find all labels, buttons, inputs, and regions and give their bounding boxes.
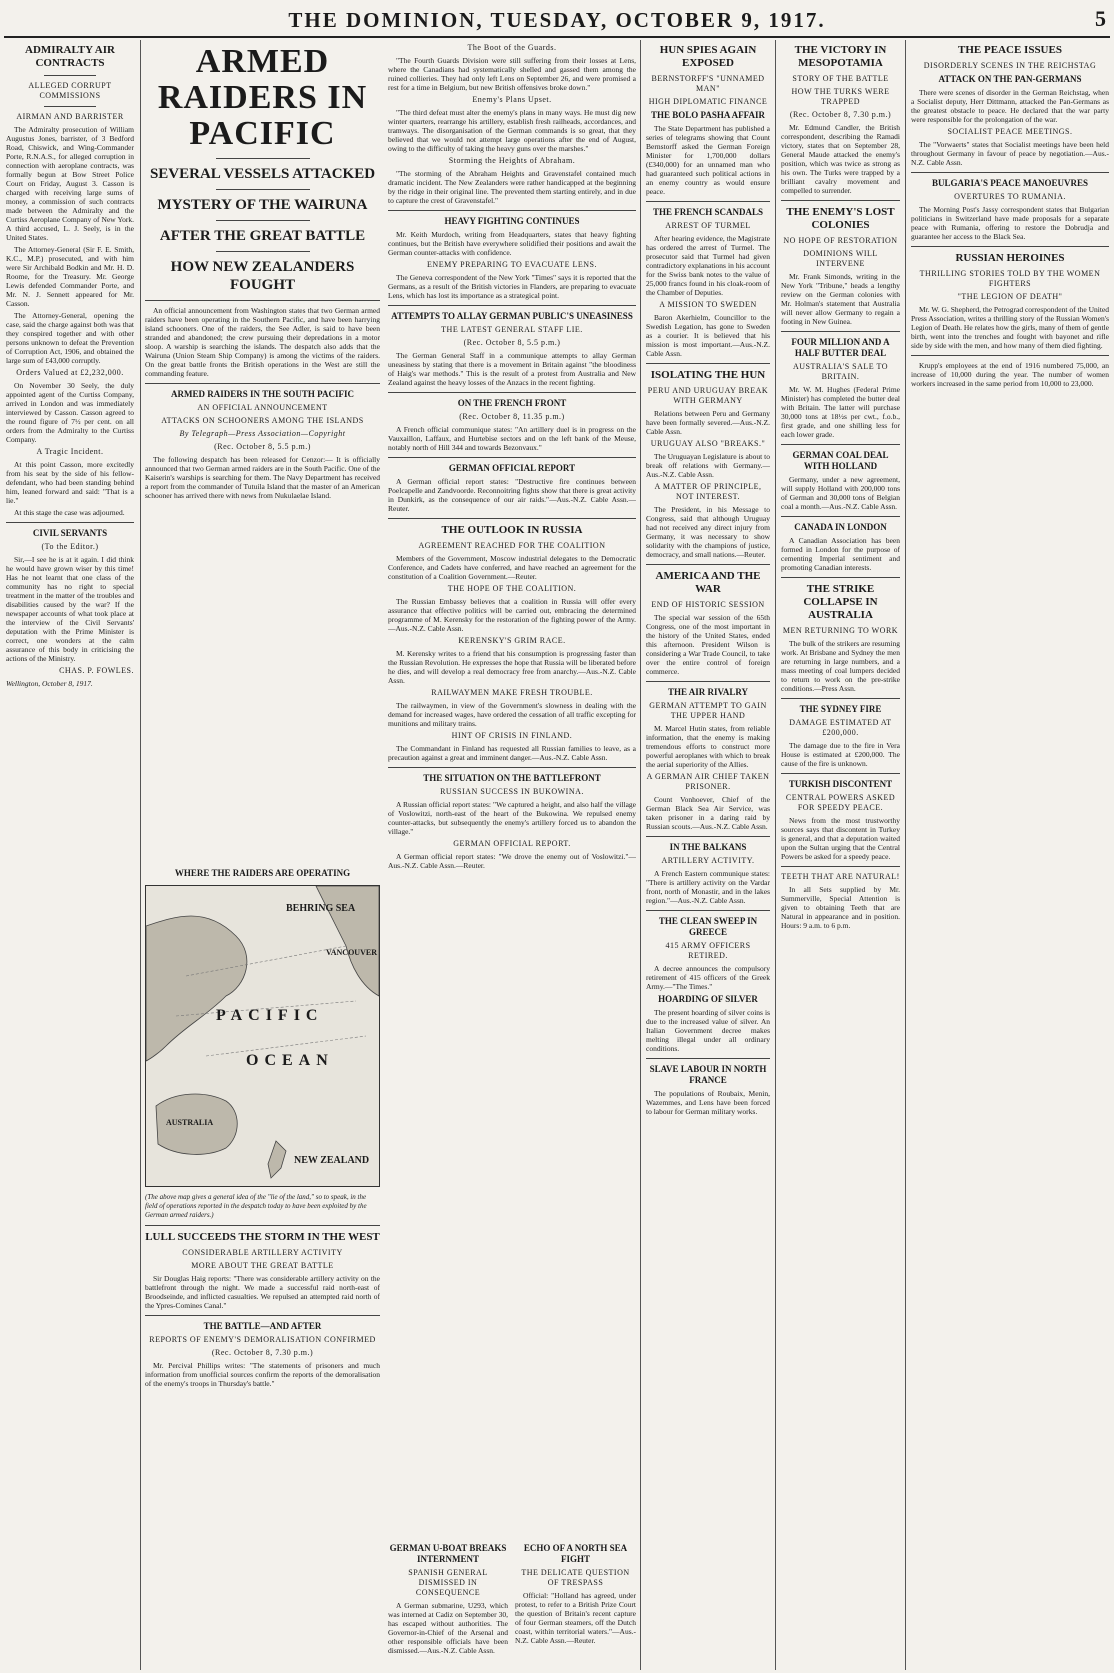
dateline: (Rec. October 8, 5.5 p.m.) bbox=[463, 338, 561, 347]
subheading: GERMAN OFFICIAL REPORT. bbox=[453, 839, 571, 848]
deck: GERMAN ATTEMPT TO GAIN THE UPPER HAND bbox=[649, 701, 767, 720]
headline-battlefront: THE SITUATION ON THE BATTLEFRONT bbox=[423, 773, 601, 783]
label-ocean: OCEAN bbox=[246, 1052, 334, 1069]
headline-turkish: TURKISH DISCONTENT bbox=[788, 779, 893, 789]
deck: "THE LEGION OF DEATH" bbox=[957, 292, 1063, 301]
map-drawing bbox=[146, 886, 379, 1184]
divider bbox=[781, 773, 900, 774]
article-paragraph: A German official report states: "Destructive fire continues between Poelcapelle and Zandvoorde. Reconnoitring fights show that there is great activity in Dunkirk, as the consequence of our air raids."—Aus.-N.Z. Cable Assn.—Reuter. bbox=[388, 477, 636, 513]
article-paragraph: Mr. Edmund Candler, the British correspondent, describing the Ramadi victory, states that on September 28, General Maude attacked the enemy's position, which was twice as strong as his own. The Turks were trapped by a brilliant cavalry movement and compelled to surrender. bbox=[781, 123, 900, 195]
article-paragraph: An official announcement from Washington states that two German armed raiders have been operating in the Southern Pacific, and have been harrying island schooners. One of the raiders, the See Adler, is said to have been stranded and abandoned; the crew pursuing their depredations in a motor sloop. A warship is searching the islands. The despatch also adds that the Wairuna (Union Steam Ship Company) is among the victims of the raiders. On the great battle fronts the British operations in the West are still the commanding feature. bbox=[145, 306, 380, 378]
divider bbox=[646, 201, 770, 202]
article-paragraph: A French Eastern communique states: "There is artillery activity on the Vardar front, north of Monastir, and in the lakes region."—Aus.-N.Z. Cable Assn. bbox=[646, 869, 770, 905]
headline-lull: LULL SUCCEEDS THE STORM IN THE WEST bbox=[145, 1231, 380, 1243]
column-4 bbox=[781, 40, 900, 1670]
headline-battle-after: THE BATTLE—AND AFTER bbox=[203, 1321, 322, 1331]
article-paragraph: The German General Staff in a communique attempts to allay German uneasiness by stating that there is a movement in Britain against "the bloodiness of Haig's war methods." This is the result of a protest from Australia and New Zealand against the heavy losses of the Anzacs in the recent fighting. bbox=[388, 351, 636, 387]
headline-peace-issues: THE PEACE ISSUES bbox=[958, 44, 1062, 56]
article-paragraph: "The storming of the Abraham Heights and Gravenstafel contained much dramatic incident. The New Zealanders were rather handicapped at the beginning by the ridge in their original line. The prevented them starting entirely, and in due to capture the crest of Gravenstafel." bbox=[388, 169, 636, 205]
article-paragraph: The special war session of the 65th Congress, one of the most important in the history of the United States, ended this afternoon. President Wilson is considering a War Trade Council, to take over the entire control of foreign commerce. bbox=[646, 613, 770, 676]
subheading: KERENSKY'S GRIM RACE. bbox=[458, 636, 566, 645]
headline-hun-spies: HUN SPIES AGAIN EXPOSED bbox=[659, 44, 757, 69]
divider bbox=[388, 392, 636, 393]
label-behring: BEHRING SEA bbox=[286, 903, 356, 914]
divider bbox=[145, 300, 380, 301]
divider bbox=[911, 172, 1109, 173]
pacific-map bbox=[145, 885, 380, 1187]
divider bbox=[781, 577, 900, 578]
article-paragraph: There were scenes of disorder in the German Reichstag, when a Socialist deputy, Herr Dittmann, attacked the Pan-Germans as the greatest obstacle to peace. He declared that the war party were responsible for the prolongation of the war. bbox=[911, 88, 1109, 124]
headline-french-scandals: THE FRENCH SCANDALS bbox=[652, 207, 764, 217]
deck: 415 ARMY OFFICERS RETIRED. bbox=[665, 941, 751, 960]
letter-signature: CHAS. P. FOWLES. bbox=[59, 666, 134, 675]
deck: OVERTURES TO RUMANIA. bbox=[954, 192, 1066, 201]
column-3 bbox=[646, 40, 770, 1670]
deck: AIRMAN AND BARRISTER bbox=[16, 112, 124, 121]
article-paragraph: The "Vorwaerts" states that Socialist meetings have been held throughout Germany in favour of peace by negotiation.—Aus.-N.Z. Cable Assn. bbox=[911, 140, 1109, 167]
article-paragraph: News from the most trustworthy sources says that discontent in Turkey is general, and that a deputation waited upon the Sultan urging that the Central Powers be asked for a speedy peace. bbox=[781, 816, 900, 861]
deck: RUSSIAN SUCCESS IN BUKOWINA. bbox=[440, 787, 584, 796]
article-paragraph: Krupp's employees at the end of 1916 numbered 75,000, an increase of 10,000 during the year. The number of women workers increased in the same period from 10,000 to 23,000. bbox=[911, 361, 1109, 388]
page-number: 5 bbox=[1095, 6, 1106, 31]
divider bbox=[781, 866, 900, 867]
article-paragraph: Official: "Holland has agreed, under protest, to refer to a British Prize Court the question of Britain's recent capture of four German steamers, off the Dutch coast, within territorial waters."—Aus.-N.Z. Cable Assn.—Reuter. bbox=[515, 1591, 636, 1645]
new-zealand-landmass bbox=[268, 1141, 286, 1178]
subheading: RAILWAYMEN MAKE FRESH TROUBLE. bbox=[431, 688, 593, 697]
headline-butter: FOUR MILLION AND A HALF BUTTER DEAL bbox=[791, 337, 890, 358]
headline-slave-labour: SLAVE LABOUR IN NORTH FRANCE bbox=[649, 1064, 767, 1085]
subheading: URUGUAY ALSO "BREAKS." bbox=[650, 439, 766, 448]
headline-greece: THE CLEAN SWEEP IN GREECE bbox=[658, 916, 758, 937]
article-paragraph: The Uruguayan Legislature is about to break off relations with Germany.—Aus.-N.Z. Cable Assn. bbox=[646, 452, 770, 479]
article-paragraph: M. Marcel Hutin states, from reliable information, that the enemy is making tremendous efforts to construct more powerful aeroplanes with which to break the aerial superiority of the Allies. bbox=[646, 724, 770, 769]
subheading: (To the Editor.) bbox=[41, 542, 99, 551]
divider bbox=[388, 518, 636, 519]
deck: SEVERAL VESSELS ATTACKED bbox=[149, 166, 376, 182]
article-paragraph: A Canadian Association has been formed in London for the purpose of cementing Imperial sentiment and promoting Canadian interests. bbox=[781, 536, 900, 572]
headline-map: WHERE THE RAIDERS ARE OPERATING bbox=[174, 868, 351, 878]
deck: ALLEGED CORRUPT COMMISSIONS bbox=[28, 81, 112, 100]
article-paragraph: The Admiralty prosecution of William Augustus Jones, barrister, of 3 Bedford Road, Chiswick, and Wing-Commander Porte, R.N.A.S., for alleged corruption in connection with aeroplane contracts, was formally begun at Bow Street Police Court on Friday, August 3. Casson is charged with receiving large sums of money, a commission of such contracts made between the Admiralty and the Curtiss Aeroplane Company of New York. A third accused, L. J. Seely, is in the United States. bbox=[6, 125, 134, 242]
article-paragraph: M. Kerensky writes to a friend that his consumption is progressing faster than the Russian Revolution. He expresses the hope that Russia will be liberated before he dies, and will develop a real democracy free from anarchy.—Aus.-N.Z. Cable Assn. bbox=[388, 649, 636, 685]
article-paragraph: "The third defeat must alter the enemy's plans in many ways. He must dig new winter quarters, rearrange his artillery, establish fresh railheads, accordances, and tramways. The disorganisation of the German commands is so great, that they believed that we would not attempt large operations after the end of August, owing to the difficulty of taking the heavy guns over the marshes." bbox=[388, 108, 636, 153]
deck: REPORTS OF ENEMY'S DEMORALISATION CONFIRMED bbox=[149, 1335, 376, 1344]
divider bbox=[216, 251, 310, 252]
article-paragraph: The Russian Embassy believes that a coalition in Russia will offer every assurance that effective politics will be carried out, embracing the determined programme of M. Kerensky for the restoration of the fighting power of the Army.—Aus.-N.Z. Cable Assn. bbox=[388, 597, 636, 633]
deck: NO HOPE OF RESTORATION bbox=[783, 236, 898, 245]
deck: ARREST OF TURMEL bbox=[665, 221, 751, 230]
article-paragraph: Mr. Percival Phillips writes: "The statements of prisoners and much information from unofficial sources confirm the reports of the demoralisation of the enemy's troops in Thursday's battle." bbox=[145, 1361, 380, 1388]
divider bbox=[911, 355, 1109, 356]
divider bbox=[216, 189, 310, 190]
deck: MORE ABOUT THE GREAT BATTLE bbox=[191, 1261, 334, 1270]
divider bbox=[646, 681, 770, 682]
subheading: Enemy's Plans Upset. bbox=[472, 95, 552, 104]
divider bbox=[781, 331, 900, 332]
subheading: ENEMY PREPARING TO EVACUATE LENS. bbox=[427, 260, 597, 269]
headline-armed-raiders: ARMED RAIDERS IN PACIFIC bbox=[157, 43, 368, 152]
dateline: (Rec. October 8, 7.30 p.m.) bbox=[211, 1348, 314, 1357]
headline-civil-servants: CIVIL SERVANTS bbox=[32, 528, 108, 538]
deck: DISORDERLY SCENES IN THE REICHSTAG bbox=[923, 61, 1097, 70]
article-paragraph: The following despatch has been released for Cenzor:— It is officially announced that two German armed raiders are in the South Pacific. One of the Kaiserin's warships is searching for them. The Navy Department has received a report from the commander of Tutuila Island that the master of an American schooner has arrived there with news from Nukulaelae Island. bbox=[145, 455, 380, 500]
advert-heading: TEETH THAT ARE NATURAL! bbox=[781, 872, 900, 881]
headline-strike: THE STRIKE COLLAPSE IN AUSTRALIA bbox=[803, 583, 878, 621]
headline-america: AMERICA AND THE WAR bbox=[655, 570, 761, 595]
subheading: A MATTER OF PRINCIPLE, NOT INTEREST. bbox=[654, 482, 762, 501]
deck: AUSTRALIA'S SALE TO BRITAIN. bbox=[792, 362, 889, 381]
divider bbox=[216, 158, 310, 159]
deck: MYSTERY OF THE WAIRUNA bbox=[157, 197, 368, 213]
divider bbox=[145, 1225, 380, 1226]
divider bbox=[911, 246, 1109, 247]
headline-balkans: IN THE BALKANS bbox=[669, 842, 747, 852]
map-caption: (The above map gives a general idea of the "lie of the land," so to speak, in the field of operations reported in the despatch today to have been exploited by the German armed raiders.) bbox=[145, 1193, 367, 1219]
headline-lost-colonies: THE ENEMY'S LOST COLONIES bbox=[786, 206, 895, 231]
article-paragraph: The Geneva correspondent of the New York "Times" says it is reported that the Germans, as a result of the British victories in Flanders, are preparing to evacuate Lens, which has lost its importance as a strategical point. bbox=[388, 273, 636, 300]
article-paragraph: Mr. W. M. Hughes (Federal Prime Minister) has completed the butter deal with Britain. The latter will purchase 30,000 tons at 18½s per cwt., f.o.b., first grade, and one shilling less for each lower grade. bbox=[781, 385, 900, 439]
advert-text: In all Sets supplied by Mr. Summerville, Special Attention is given to obtaining Teeth that are Natural in appearance and in position. Hours: 9 a.m. to 6 p.m. bbox=[781, 885, 900, 930]
article-paragraph: The damage due to the fire in Vera House is estimated at £200,000. The cause of the fire is unknown. bbox=[781, 741, 900, 768]
letter-paragraph: Sir,—I see he is at it again. I did think he would have grown wiser by this time! Has he not learnt that one class of the community has no right to special treatment in the matter of the troubles and disabilities caused by the war? If the newspaper accounts of what took place at the interview of the Civil Servants' deputation with the Prime Minister is correct, one wonders at the calm assurance of this body in criticising the actions of the Ministry. bbox=[6, 555, 134, 663]
article-paragraph: Relations between Peru and Germany have been formally severed.—Aus.-N.Z. Cable Assn. bbox=[646, 409, 770, 436]
headline-sydney-fire: THE SYDNEY FIRE bbox=[799, 704, 882, 714]
divider bbox=[781, 200, 900, 201]
deck: STORY OF THE BATTLE bbox=[792, 74, 889, 83]
article-paragraph: The bulk of the strikers are resuming work. At Brisbane and Sydney the men are returning in large numbers, and a mass meeting of coal lumpers decided to return to work on the pre-strike conditions.—Press Assn. bbox=[781, 639, 900, 693]
article-paragraph: The Attorney-General, opening the case, said the charge against both was that they conspired together and with other persons unknown to defeat the Prevention of Corruption Act, 1906, and obtained the large sum of £43,000 corruptly. bbox=[6, 311, 134, 365]
headline-canada: CANADA IN LONDON bbox=[794, 522, 887, 532]
asia-landmass bbox=[146, 916, 247, 1061]
article-paragraph: A German submarine, U293, which was interned at Cadiz on September 30, has escaped without authorities. The Governor-in-Chief of the Arsenal and other responsible officials have been dismissed.—Aus.-N.Z. Cable Assn. bbox=[388, 1601, 508, 1655]
article-paragraph: The State Department has published a series of telegrams showing that Count Bernstorff asked the German Foreign Minister for 1,700,000 dollars (£340,000) for an unnamed man who had guaranteed such political actions in an enemy country as would ensure peace. bbox=[646, 124, 770, 196]
label-pacific: PACIFIC bbox=[216, 1007, 324, 1024]
headline-outlook-russia: THE OUTLOOK IN RUSSIA bbox=[441, 524, 583, 536]
subheading: THE LATEST GENERAL STAFF LIE. bbox=[441, 325, 583, 334]
map-section bbox=[145, 865, 380, 1670]
article-paragraph: The railwaymen, in view of the Government's slowness in dealing with the demand for increased wages, have ordered the cessation of all traffic excepting for munitions and military trains. bbox=[388, 701, 636, 728]
article-paragraph: A decree announces the compulsory retirement of 415 officers of the Greek Army.—"The Times." bbox=[646, 964, 770, 991]
article-paragraph: Mr. Frank Simonds, writing in the New York "Tribune," heads a lengthy review on the German colonies with Mr. Holman's statement that Australia will never allow Germany to regain a footing in New Guinea. bbox=[781, 272, 900, 326]
deck: HOW THE TURKS WERE TRAPPED bbox=[791, 87, 890, 106]
divider bbox=[646, 836, 770, 837]
article-paragraph: On November 30 Seely, the duly appointed agent of the Curtiss Company, arrived in London and was immediately interviewed by Casson. Casson agreed to the round figure of 7½ per cent. on all orders from the Admiralty to the Curtiss Company. bbox=[6, 381, 134, 444]
deck: ATTACK ON THE PAN-GERMANS bbox=[938, 74, 1082, 84]
headline-heavy-fighting: HEAVY FIGHTING CONTINUES bbox=[444, 216, 580, 226]
divider bbox=[145, 383, 380, 384]
label-new-zealand: NEW ZEALAND bbox=[294, 1155, 370, 1166]
headline-uboat: GERMAN U-BOAT BREAKS INTERNMENT bbox=[389, 1543, 507, 1564]
article-paragraph: Mr. Keith Murdoch, writing from Headquarters, states that heavy fighting continues, but the British have everywhere solidified their positions and await the German counter-attacks with confidence. bbox=[388, 230, 636, 257]
deck: ATTACKS ON SCHOONERS AMONG THE ISLANDS bbox=[161, 416, 364, 425]
deck: THRILLING STORIES TOLD BY THE WOMEN FIGHTERS bbox=[919, 269, 1101, 288]
subheading: SOCIALIST PEACE MEETINGS. bbox=[947, 127, 1073, 136]
divider bbox=[646, 910, 770, 911]
article-paragraph: "The Fourth Guards Division were still suffering from their losses at Lens, where the Canadians had systematically shelled and gassed them among the ruined collieries. They had only left Lens on September 26, and were promised a rest for a time in Belgium, but new British offensives broke down." bbox=[388, 56, 636, 92]
divider bbox=[6, 522, 134, 523]
divider bbox=[388, 305, 636, 306]
deck: DAMAGE ESTIMATED AT £200,000. bbox=[789, 718, 892, 737]
headline-allay: ATTEMPTS TO ALLAY GERMAN PUBLIC'S UNEASINESS bbox=[391, 311, 633, 321]
divider bbox=[388, 767, 636, 768]
divider bbox=[781, 698, 900, 699]
deck: CENTRAL POWERS ASKED FOR SPEEDY PEACE. bbox=[785, 793, 896, 812]
deck: END OF HISTORIC SESSION bbox=[651, 600, 765, 609]
subheading: HINT OF CRISIS IN FINLAND. bbox=[451, 731, 573, 740]
article-paragraph: At this stage the case was adjourned. bbox=[14, 508, 125, 517]
article-paragraph: The President, in his Message to Congress, said that although Uruguay had not received any direct injury from Germany, it was necessary to show solidarity with the champions of justice, democracy, and small nations.—Reuter. bbox=[646, 505, 770, 559]
deck: HIGH DIPLOMATIC FINANCE bbox=[648, 97, 768, 106]
headline-armed-south-pacific: ARMED RAIDERS IN THE SOUTH PACIFIC bbox=[171, 389, 354, 399]
subheading: Storming the Heights of Abraham. bbox=[448, 156, 576, 165]
article-paragraph: A Russian official report states: "We captured a height, and also half the village of Voslowitzi, north-east of the heart of the Bukowina. We repulsed enemy counter-attacks, but subsequently the enemy's artillery forced us to abandon the village." bbox=[388, 800, 636, 836]
deck: THE DELICATE QUESTION OF TRESPASS bbox=[521, 1568, 630, 1587]
letter-place: Wellington, October 8, 1917. bbox=[6, 679, 93, 688]
deck: THE BOLO PASHA AFFAIR bbox=[651, 110, 765, 120]
subheading: A GERMAN AIR CHIEF TAKEN PRISONER. bbox=[646, 772, 770, 791]
article-paragraph: The Commandant in Finland has requested all Russian families to leave, as a precaution against a great and imminent danger.—Aus.-N.Z. Cable Assn. bbox=[388, 744, 636, 762]
headline-admiralty: ADMIRALTY AIR CONTRACTS bbox=[25, 44, 115, 69]
deck: BERNSTORFF'S "UNNAMED MAN" bbox=[651, 74, 765, 93]
column-1 bbox=[6, 40, 134, 1670]
dateline: (Rec. October 8, 7.30 p.m.) bbox=[789, 110, 892, 119]
deck: AN OFFICIAL ANNOUNCEMENT bbox=[197, 403, 328, 412]
masthead bbox=[0, 0, 1114, 34]
deck: PERU AND URUGUAY BREAK WITH GERMANY bbox=[647, 386, 769, 405]
article-paragraph: At this point Casson, more excitedly from his seat by the side of his fellow-defendant, who had been standing behind him, leaned forward and said: "That is a lie." bbox=[6, 460, 134, 505]
deck: AFTER THE GREAT BATTLE bbox=[159, 228, 366, 244]
divider bbox=[646, 564, 770, 565]
headline-coal: GERMAN COAL DEAL WITH HOLLAND bbox=[792, 450, 889, 471]
divider bbox=[216, 220, 310, 221]
article-paragraph: The present hoarding of silver coins is due to the increased value of silver. An Italian Government decree makes melting illegal under all ordinary conditions. bbox=[646, 1008, 770, 1053]
subheading: A MISSION TO SWEDEN bbox=[659, 300, 757, 309]
column-rule bbox=[905, 40, 906, 1670]
column-rule bbox=[775, 40, 776, 1670]
label-australia: AUSTRALIA bbox=[166, 1118, 214, 1127]
headline-echo: ECHO OF A NORTH SEA FIGHT bbox=[523, 1543, 628, 1564]
headline-russian-heroines: RUSSIAN HEROINES bbox=[955, 252, 1065, 264]
divider bbox=[388, 457, 636, 458]
article-paragraph: Baron Akerhielm, Councillor to the Swedish Legation, has gone to Sweden as a courier. It is believed that his mission is most important.—Aus.-N.Z. Cable Assn. bbox=[646, 313, 770, 358]
article-paragraph: The Attorney-General (Sir F. E. Smith, K.C., M.P.) prosecuted, and with him were Sir Archibald Bodkin and Mr. H. D. Roome, for the Treasury. Mr. George Lewis defended Commander Porte, and Mr. N. J. Sennett appeared for Mr. Casson. bbox=[6, 245, 134, 308]
headline-silver: HOARDING OF SILVER bbox=[658, 994, 758, 1004]
article-paragraph: Sir Douglas Haig reports: "There was considerable artillery activity on the battlefront through the night. We made a successful raid north-east of Broodseinde, and inflicted casualties. We repulsed an attempted raid north of the Ypres-Comines Canal." bbox=[145, 1274, 380, 1310]
divider bbox=[145, 1315, 380, 1316]
echo-box bbox=[515, 1540, 636, 1670]
headline-french-front: ON THE FRENCH FRONT bbox=[457, 398, 567, 408]
uboat-box bbox=[388, 1540, 508, 1670]
article-paragraph: A German official report states: "We drove the enemy out of Voslowitzi."—Aus.-N.Z. Cable Assn.—Reuter. bbox=[388, 852, 636, 870]
dateline: (Rec. October 8, 5.5 p.m.) bbox=[214, 442, 311, 451]
deck: AGREEMENT REACHED FOR THE COALITION bbox=[418, 541, 606, 550]
masthead-rule bbox=[4, 36, 1110, 38]
article-paragraph: The Morning Post's Jassy correspondent states that Bulgarian politicians in Switzerland have made proposals for a separate peace with Rumania, offering to restore the Dobrudja and guarantee her access to the Black Sea. bbox=[911, 205, 1109, 241]
headline-mesopotamia: THE VICTORY IN MESOPOTAMIA bbox=[794, 44, 887, 69]
divider bbox=[646, 1058, 770, 1059]
masthead-title: THE DOMINION, TUESDAY, OCTOBER 9, 1917. bbox=[288, 8, 826, 32]
divider bbox=[781, 516, 900, 517]
dateline: (Rec. October 8, 11.35 p.m.) bbox=[459, 412, 565, 421]
article-paragraph: After hearing evidence, the Magistrate has ordered the arrest of Turmel. The prosecutor said that Turmel had given contradictory explanations in his account for the Swiss bank notes to the value of 25,000 francs found in his cloak-room of the Chamber of Deputies. bbox=[646, 234, 770, 297]
article-paragraph: Count Vonhoever, Chief of the German Black Sea Air Service, was taken prisoner in a daring raid by Russian scouts.—Aus.-N.Z. Cable Assn. bbox=[646, 795, 770, 831]
headline-german-official: GERMAN OFFICIAL REPORT bbox=[448, 463, 576, 473]
byline: By Telegraph—Press Association—Copyright bbox=[179, 429, 346, 438]
subheading: Orders Valued at £2,232,000. bbox=[16, 368, 124, 377]
subheading: THE HOPE OF THE COALITION. bbox=[447, 584, 577, 593]
label-vancouver: VANCOUVER bbox=[326, 948, 377, 957]
article-paragraph: The populations of Roubaix, Menin, Wazemmes, and Lens have been forced to labour for German military works. bbox=[646, 1089, 770, 1116]
deck: CONSIDERABLE ARTILLERY ACTIVITY bbox=[182, 1248, 343, 1257]
divider bbox=[44, 75, 95, 76]
column-2-right bbox=[388, 40, 636, 1670]
article-paragraph: Germany, under a new agreement, will supply Holland with 200,000 tons of German and 30,000 tons of Belgian coal a month.—Aus.-N.Z. Cable Assn. bbox=[781, 475, 900, 511]
divider bbox=[781, 444, 900, 445]
article-paragraph: A French official communique states: "An artillery duel is in progress on the Vauxaillon, Laffaux, and Hurtebise sectors and on the left bank of the Meuse, notably north of Hill 344 and towards Bezonvaux." bbox=[388, 425, 636, 452]
subheading: A Tragic Incident. bbox=[36, 447, 104, 456]
deck: SPANISH GENERAL DISMISSED IN CONSEQUENCE bbox=[408, 1568, 488, 1597]
column-rule bbox=[140, 40, 141, 1670]
headline-air-rivalry: THE AIR RIVALRY bbox=[667, 687, 749, 697]
column-5 bbox=[911, 40, 1109, 1670]
column-rule bbox=[640, 40, 641, 1670]
deck: MEN RETURNING TO WORK bbox=[782, 626, 899, 635]
divider bbox=[646, 363, 770, 364]
headline-bulgaria: BULGARIA'S PEACE MANOEUVRES bbox=[931, 178, 1089, 188]
headline-isolating: ISOLATING THE HUN bbox=[650, 369, 766, 381]
deck: ARTILLERY ACTIVITY. bbox=[661, 856, 755, 865]
divider bbox=[44, 106, 95, 107]
article-paragraph: Mr. W. G. Shepherd, the Petrograd correspondent of the United Press Association, writes a thrilling story of the Russian Women's Legion of Death. He relates how the girls, many of them of gentle birth, went into the trenches and fought with bayonet and rifle side by side with the men, and how many of them died fighting. bbox=[911, 305, 1109, 350]
deck: HOW NEW ZEALANDERS FOUGHT bbox=[170, 259, 355, 293]
deck: DOMINIONS WILL INTERVENE bbox=[803, 249, 878, 268]
subheading: The Boot of the Guards. bbox=[467, 43, 557, 52]
divider bbox=[388, 210, 636, 211]
article-paragraph: Members of the Government, Moscow industrial delegates to the Democratic Conference, and Cadets have conferred, and have reached an agreement for the constitution of a Coalition Government.—Reuter. bbox=[388, 554, 636, 581]
